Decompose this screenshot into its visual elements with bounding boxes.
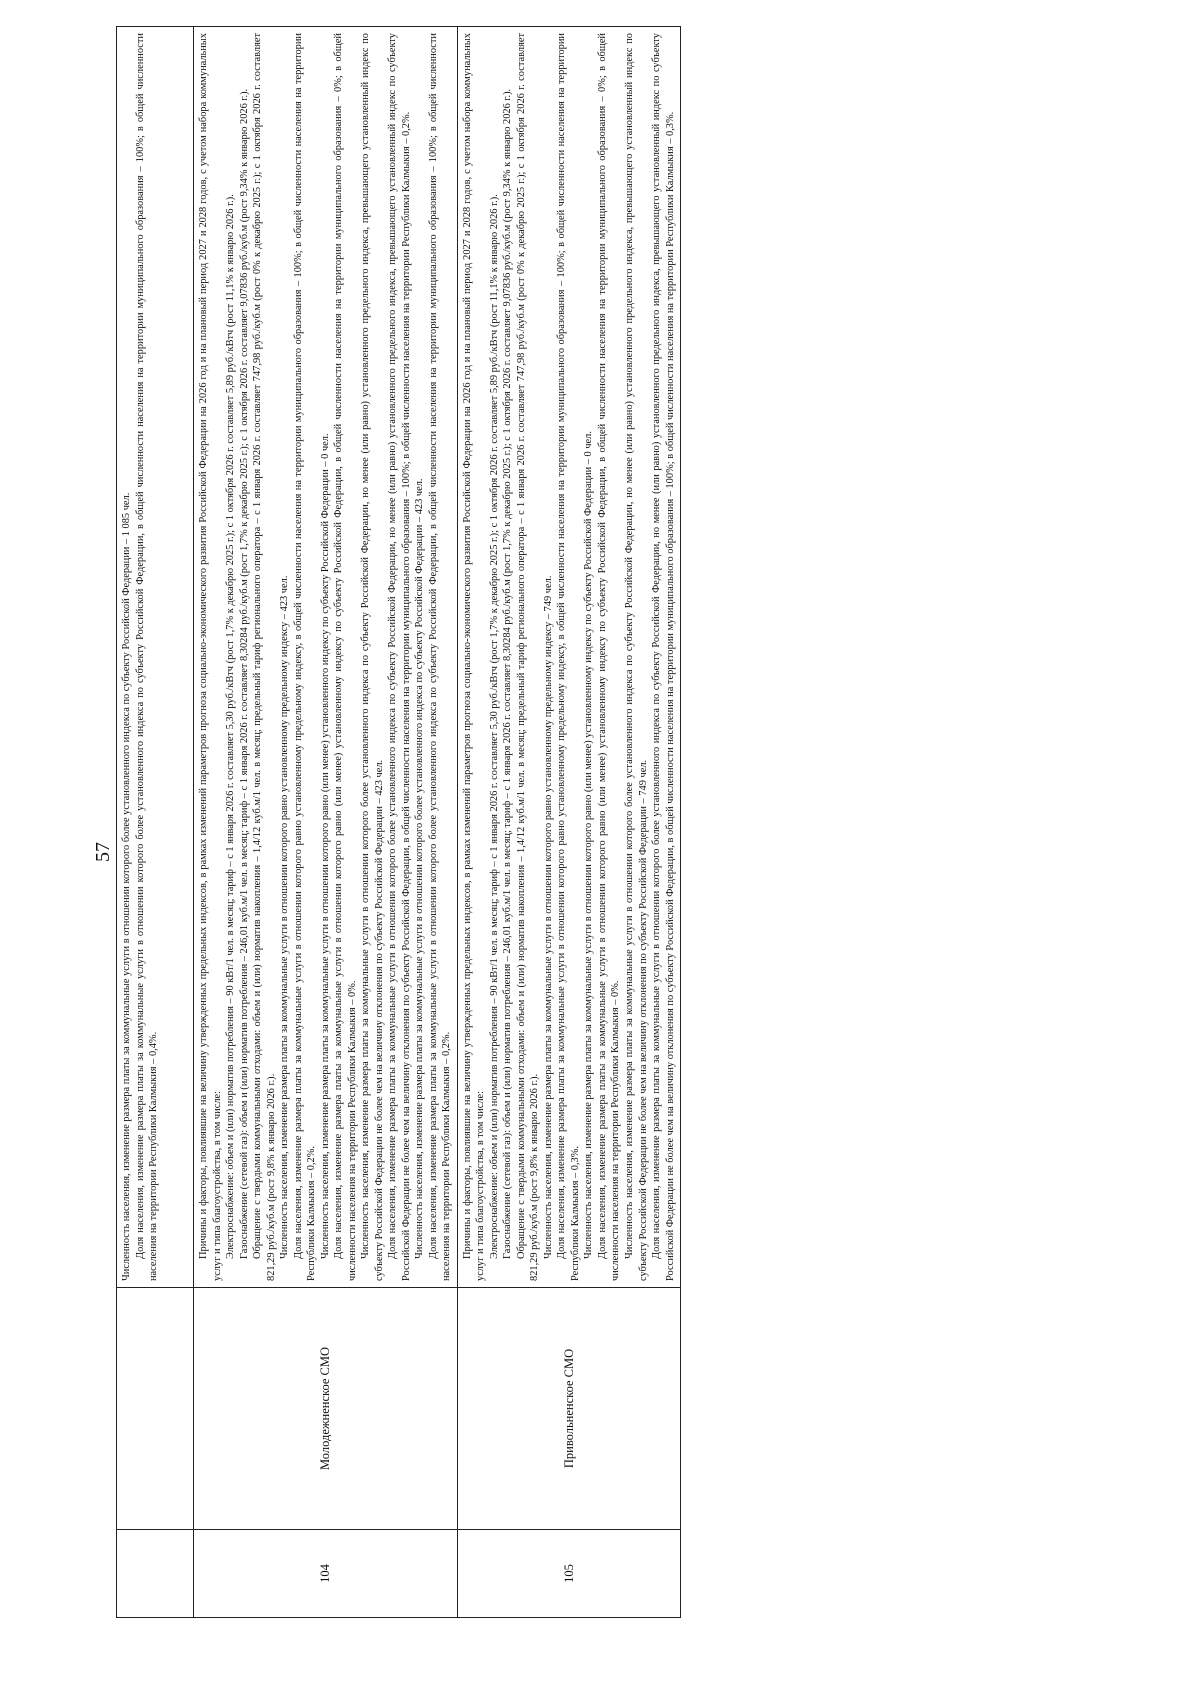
table-row-104 [194,27,458,1618]
table-row-continuation [117,27,194,1618]
paragraph: Газоснабжение (сетевой газ): объем и (или) норматив потребления – 246,01 куб.м/1 чел. в месяц; тариф – с 1 января 2026 г. составляет 8,30284 руб./куб.м (рост 1,7% к декабрю 2025 г.); с 1 октября 2026 г. составляет 9,07836 руб./куб.м (рост 9,34% к январю 2026 г.). [238,88,250,1259]
paragraph: Численность населения, изменение размера платы за коммунальные услуги в отношении которого более установленного индекса по субъекту Российской Федерации, но менее (или равно) установленного предельного индекса, превышающего установленный индекс по субъекту Российской Федерации не более чем на величину отклонения по субъекту Российской Федерации – 423 чел. [360,33,385,1281]
row-content-cell [194,27,458,1288]
paragraph: Доля населения, изменение размера платы за коммунальные услуги в отношении которого равно установленному предельному индексу, в общей численности населения на территории муниципального образования – 100%; в общей численности населения на территории Республики Калмыкия – 0,3%. [556,33,581,1281]
municipality-name-cell: Молодежненское СМО [194,1288,458,1530]
paragraph: Газоснабжение (сетевой газ): объем и (или) норматив потребления – 246,01 куб.м/1 чел. в месяц; тариф – с 1 января 2026 г. составляет 8,30284 руб./куб.м (рост 1,7% к декабрю 2025 г.); с 1 октября 2026 г. составляет 9,07836 руб./куб.м (рост 9,34% к январю 2026 г.). [502,88,514,1259]
paragraph: Обращение с твердыми коммунальными отходами: объем и (или) норматив накопления – 1,4/12 куб.м/1 чел. в месяц; предельный тариф регионального оператора – с 1 января 2026 г. составляет 747,98 руб./куб.м (рост 0% к декабрю 2025 г.); с 1 октября 2026 г. составляет 821,29 руб./куб.м (рост 9,8% к январю 2026 г.). [252,33,277,1281]
paragraph: Доля населения, изменение размера платы за коммунальные услуги в отношении которого равно (или менее) установленному индексу по субъекту Российской Федерации, в общей численности населения на территории муниципального образования – 0%; в общей численности населения на территории Республики Калмыкия – 0%. [596,33,622,1281]
paragraph: Доля населения, изменение размера платы за коммунальные услуги в отношении которого более установленного индекса по субъекту Российской Федерации, но менее (или равно) установленного предельного индекса, превышающего установленный индекс по субъекту Российской Федерации не более чем на величину отклонения по субъекту Российской Федерации, в общей численности населения на территории муниципального образования – 100%; в общей численности населения на территории Республики Калмыкия – 0,3%. [651,33,676,1281]
paragraph: Доля населения, изменение размера платы за коммунальные услуги в отношении которого равно (или менее) установленному индексу по субъекту Российской Федерации, в общей численности населения на территории муниципального образования – 0%; в общей численности населения на территории Республики Калмыкия – 0%. [333,33,358,1281]
table-row-105 [457,27,680,1618]
paragraph: Доля населения, изменение размера платы за коммунальные услуги в отношении которого более установленного индекса по субъекту Российской Федерации, в общей численности населения на территории муниципального образования – 100%; в общей численности населения на территории Республики Калмыкия – 0,2%. [427,33,453,1281]
row-number-cell: 104 [194,1530,458,1618]
paragraph: Обращение с твердыми коммунальными отходами: объем и (или) норматив накопления – 1,4/12 куб.м/1 чел. в месяц; предельный тариф регионального оператора – с 1 января 2026 г. составляет 747,98 руб./куб.м (рост 0% к декабрю 2025 г.); с 1 октября 2026 г. составляет 821,29 руб./куб.м (рост 9,8% к январю 2026 г.). [515,33,541,1281]
municipality-name-cell: Привольненское СМО [457,1288,680,1530]
paragraph: Электроснабжение: объем и (или) норматив потребления – 90 кВт/1 чел. в месяц; тариф – с 1 января 2026 г. составляет 5,30 руб./кВтч (рост 1,7% к декабрю 2025 г.); с 1 октября 2026 г. составляет 5,89 руб./кВтч (рост 11,1% к январю 2026 г.). [225,194,237,1259]
paragraph: Доля населения, изменение размера платы за коммунальные услуги в отношении которого равно установленному предельному индексу, в общей численности населения на территории муниципального образования – 100%; в общей численности населения на территории Республики Калмыкия – 0,2%. [292,33,318,1281]
paragraph: Причины и факторы, повлиявшие на величину утвержденных предельных индексов, в рамках изменений параметров прогноза социально-экономического развития Российской Федерации на 2026 год и на плановый период 2027 и 2028 годов, с учетом набора коммунальных услуг и типа благоустройства, в том числе: [198,33,223,1281]
row-content-cell [457,27,680,1288]
paragraph: Численность населения, изменение размера платы за коммунальные услуги в отношении которого более установленного индекса по субъекту Российской Федерации – 1 085 чел. [121,492,132,1281]
paragraph: Численность населения, изменение размера платы за коммунальные услуги в отношении которого более установленного индекса по субъекту Российской Федерации – 423 чел. [414,478,426,1259]
paragraph: Электроснабжение: объем и (или) норматив потребления – 90 кВт/1 чел. в месяц; тариф – с 1 января 2026 г. составляет 5,30 руб./кВтч (рост 1,7% к декабрю 2025 г.); с 1 октября 2026 г. составляет 5,89 руб./кВтч (рост 11,1% к январю 2026 г.). [488,194,500,1259]
paragraph: Доля населения, изменение размера платы за коммунальные услуги в отношении которого более установленного индекса по субъекту Российской Федерации, но менее (или равно) установленного предельного индекса, превышающего установленный индекс по субъекту Российской Федерации не более чем на величину отклонения по субъекту Российской Федерации, в общей численности населения на территории муниципального образования – 100%; в общей численности населения на территории Республики Калмыкия – 0,2%. [387,33,412,1281]
paragraph: Численность населения, изменение размера платы за коммунальные услуги в отношении которого равно (или менее) установленному индексу по субъекту Российской Федерации – 0 чел. [583,431,595,1259]
paragraph: Численность населения, изменение размера платы за коммунальные услуги в отношении которого равно (или менее) установленного индексу по субъекту Российской Федерации – 0 чел. [319,433,331,1259]
paragraph: Численность населения, изменение размера платы за коммунальные услуги в отношении которого равно установленному предельному индексу – 423 чел. [279,575,291,1259]
paragraph: Доля населения, изменение размера платы за коммунальные услуги в отношении которого более установленного индекса по субъекту Российской Федерации, в общей численности населения на территории муниципального образования – 100%; в общей численности населения на территории Республики Калмыкия – 0,4%. [134,33,160,1281]
municipality-name-cell [117,1288,194,1530]
indices-table [116,26,681,1618]
paragraph: Численность населения, изменение размера платы за коммунальные услуги в отношении которого равно установленному предельному индексу – 749 чел. [542,575,554,1259]
page-number: 57 [92,842,114,862]
row-number-cell: 105 [457,1530,680,1618]
paragraph: Численность населения, изменение размера платы за коммунальные услуги в отношении которого более установленного индекса по субъекту Российской Федерации, но менее (или равно) установленного предельного индекса, превышающего установленный индекс по субъекту Российской Федерации не более чем на величину отклонения по субъекту Российской Федерации – 749 чел. [623,33,649,1281]
row-number-cell [117,1530,194,1618]
paragraph: Причины и факторы, повлиявшие на величину утвержденных предельных индексов, в рамках изменений параметров прогноза социально-экономического развития Российской Федерации на 2026 год и на плановый период 2027 и 2028 годов, с учетом набора коммунальных услуг и типа благоустройства, в том числе: [461,33,487,1281]
row-content-cell [117,27,194,1288]
